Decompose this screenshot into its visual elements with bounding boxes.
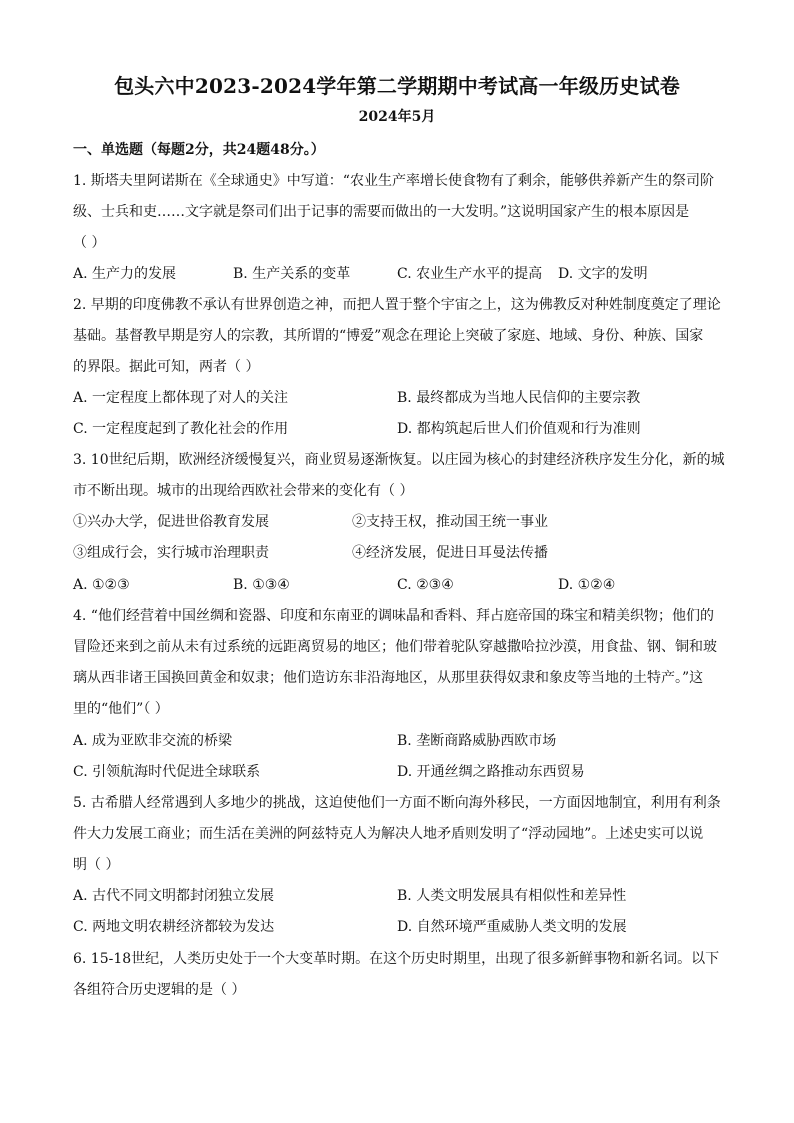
question-1-option-a: A. 生产力的发展 <box>73 266 177 282</box>
question-3-item-2: ②支持王权，推动国王统一事业 <box>352 514 548 530</box>
exam-date: 2024年5月 <box>358 109 436 125</box>
question-2-line-3: 的界限。据此可知，两者（ ） <box>73 359 260 375</box>
question-2-line-2: 基础。基督教早期是穷人的宗教，其所谓的“博爱”观念在理论上突破了家庭、地域、身份、种族、国家 <box>73 328 704 344</box>
question-1-line-3: （ ） <box>73 235 106 251</box>
question-4-line-1: 4. “他们经营着中国丝绸和瓷器、印度和东南亚的调味晶和香料、拜占庭帝国的珠宝和精美织物；他们的 <box>73 608 714 624</box>
question-5-option-a: A. 古代不同文明都封闭独立发展 <box>73 888 275 904</box>
question-6-line-1: 6. 15-18世纪，人类历史处于一个大变革时期。在这个历史时期里，出现了很多新鲜事物和新名词。以下 <box>73 951 720 967</box>
question-5-line-2: 件大力发展工商业；而生活在美洲的阿兹特克人为解决人地矛盾则发明了“浮动园地”。上述史实可以说 <box>73 826 704 842</box>
question-4-line-4: 里的“他们”（ ） <box>73 701 169 717</box>
question-6-line-2: 各组符合历史逻辑的是（ ） <box>73 982 246 998</box>
question-3-line-2: 市不断出现。城市的出现给西欧社会带来的变化有（ ） <box>73 483 414 499</box>
question-4-option-a: A. 成为亚欧非交流的桥梁 <box>73 733 233 749</box>
question-4-option-d: D. 开通丝绸之路推动东西贸易 <box>397 764 585 780</box>
question-3-item-4: ④经济发展，促进日耳曼法传播 <box>352 545 548 561</box>
question-2-option-d: D. 都构筑起后世人们价值观和行为准则 <box>397 421 641 437</box>
question-2-line-1: 2. 早期的印度佛教不承认有世界创造之神，而把人置于整个宇宙之上，这为佛教反对种姓制度奠定了理论 <box>73 297 721 313</box>
question-5-option-b: B. 人类文明发展具有相似性和差异性 <box>397 888 627 904</box>
question-3-option-b: B. ①③④ <box>233 577 290 593</box>
question-2-option-b: B. 最终都成为当地人民信仰的主要宗教 <box>397 390 641 406</box>
question-4-option-c: C. 引领航海时代促进全球联系 <box>73 764 261 780</box>
question-5-option-c: C. 两地文明农耕经济都较为发达 <box>73 919 275 935</box>
question-3-option-d: D. ①②④ <box>558 577 616 593</box>
question-1-option-b: B. 生产关系的变革 <box>233 266 351 282</box>
question-3-item-1: ①兴办大学，促进世俗教育发展 <box>73 514 269 530</box>
question-3-option-a: A. ①②③ <box>73 577 130 593</box>
question-3-option-c: C. ②③④ <box>397 577 454 593</box>
question-2-option-c: C. 一定程度起到了教化社会的作用 <box>73 421 289 437</box>
question-2-option-a: A. 一定程度上都体现了对人的关注 <box>73 390 289 406</box>
question-5-option-d: D. 自然环境严重威胁人类文明的发展 <box>397 919 627 935</box>
question-1-option-c: C. 农业生产水平的提高 <box>397 266 543 282</box>
question-1-line-2: 级、士兵和吏……文字就是祭司们出于记事的需要而做出的一大发明。”这说明国家产生的根本原因是 <box>73 204 690 220</box>
question-3-line-1: 3. 10世纪后期，欧洲经济缓慢复兴，商业贸易逐渐恢复。以庄园为核心的封建经济秩序发生分化，新的城 <box>73 452 725 468</box>
exam-title: 包头六中2023-2024学年第二学期期中考试高一年级历史试卷 <box>114 74 680 98</box>
question-4-line-2: 冒险还来到之前从未有过系统的远距离贸易的地区；他们带着驼队穿越撒哈拉沙漠，用食盐、钢、铜和玻 <box>73 639 717 655</box>
question-5-line-3: 明（ ） <box>73 857 120 873</box>
question-4-option-b: B. 垄断商路威胁西欧市场 <box>397 733 557 749</box>
question-1-line-1: 1. 斯塔夫里阿诺斯在《全球通史》中写道：“农业生产率增长使食物有了剩余，能够供养新产生的祭司阶 <box>73 173 714 189</box>
question-5-line-1: 5. 古希腊人经常遇到人多地少的挑战，这迫使他们一方面不断向海外移民，一方面因地制宜，利用有利条 <box>73 795 721 811</box>
question-3-item-3: ③组成行会，实行城市治理职责 <box>73 545 269 561</box>
section-heading: 一、单选题（每题2分，共24题48分。） <box>73 142 325 158</box>
question-4-line-3: 璃从西非诸王国换回黄金和奴隶；他们造访东非沿海地区，从那里获得奴隶和象皮等当地的土特产。”这 <box>73 670 704 686</box>
question-1-option-d: D. 文字的发明 <box>558 266 648 282</box>
